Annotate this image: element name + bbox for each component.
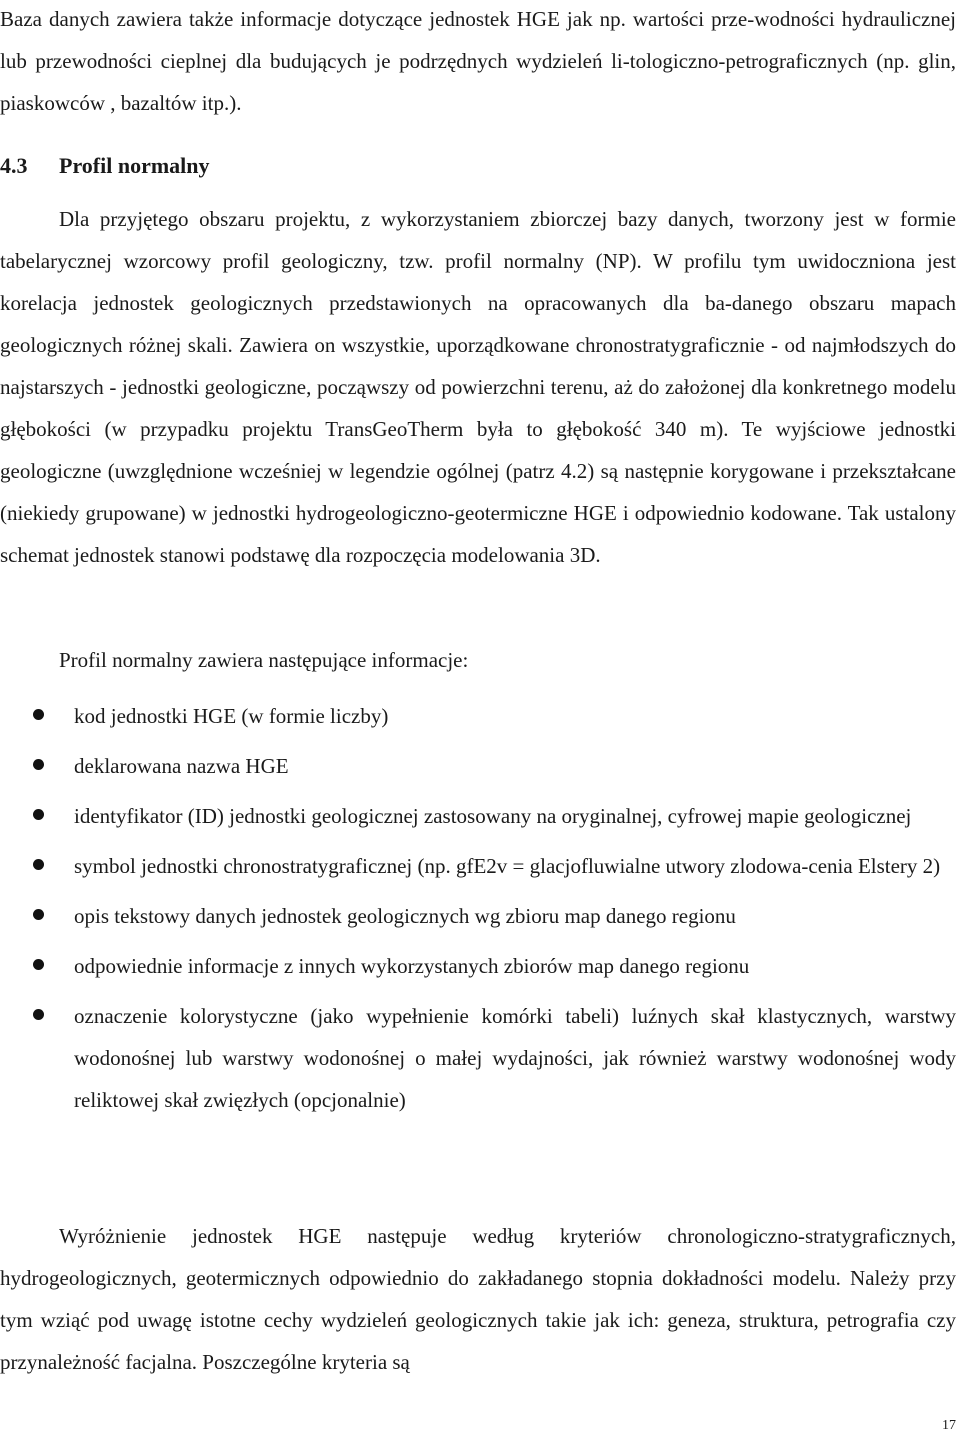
bullet-icon: [33, 709, 44, 720]
information-list: [0, 695, 960, 1129]
section-number: 4.3: [0, 153, 28, 178]
list-item: [0, 945, 956, 987]
bullet-icon: [33, 959, 44, 970]
list-item: [0, 995, 956, 1121]
bullet-icon: [33, 909, 44, 920]
list-item-text: kod jednostki HGE (w formie liczby): [74, 704, 389, 728]
list-item: [0, 745, 956, 787]
paragraph-hge-properties: Baza danych zawiera także informacje dotyczące jednostek HGE jak np. wartości prze-wodności hydraulicznej lub przewodności cieplnej dla budujących je podrzędnych wydzieleń li-tologiczno-petrograficznych (np. glin, piaskowców , bazaltów itp.).: [0, 7, 956, 115]
bullet-icon: [33, 759, 44, 770]
list-item: [0, 795, 956, 837]
bullet-icon: [33, 809, 44, 820]
paragraph-normal-profile: Dla przyjętego obszaru projektu, z wykorzystaniem zbiorczej bazy danych, tworzony jest w formie tabelarycznej wzorcowy profil geologiczny, tzw. profil normalny (NP). W profilu tym uwidoczniona jest korelacja jednostek geologicznych przedstawionych na opracowanych dla ba-danego obszaru mapach geologicznych różnej skali. Zawiera on wszystkie, uporządkowane chronostratygraficznie - od najmłodszych do najstarszych - jednostki geologiczne, począwszy od powierzchni terenu, aż do założonej dla konkretnego modelu głębokości (w przypadku projektu TransGeoTherm była to głębokość 340 m). Te wyjściowe jednostki geologiczne (uwzględnione wcześniej w legendzie ogólnej (patrz 4.2) są następnie korygowane i przekształcane (niekiedy grupowane) w jednostki hydrogeologiczno-geotermiczne HGE i odpowiednio kodowane. Tak ustalony schemat jednostek stanowi podstawę dla rozpoczęcia modelowania 3D.: [0, 207, 956, 567]
list-intro: Profil normalny zawiera następujące informacje:: [59, 648, 469, 672]
list-item: [0, 845, 956, 887]
list-item-text: identyfikator (ID) jednostki geologicznej zastosowany na oryginalnej, cyfrowej mapie geologicznej: [74, 804, 912, 828]
list-item-text: odpowiednie informacje z innych wykorzystanych zbiorów map danego regionu: [74, 954, 750, 978]
bullet-icon: [33, 1009, 44, 1020]
bullet-icon: [33, 859, 44, 870]
page-number: 17: [942, 1418, 956, 1433]
list-item-text: symbol jednostki chronostratygraficznej (np. gfE2v = glacjofluwialne utwory zlodowa-cenia Elstery 2): [74, 854, 941, 878]
list-item-text: opis tekstowy danych jednostek geologicznych wg zbioru map danego regionu: [74, 904, 736, 928]
list-item-text: oznaczenie kolorystyczne (jako wypełnienie komórki tabeli) luźnych skał klastycznych, warstwy wodonośnej lub warstwy wodonośnej o małej wydajności, jak również warstwy wodonośnej wody reliktowej skał zwięzłych (opcjonalnie): [74, 1004, 956, 1112]
list-item-text: deklarowana nazwa HGE: [74, 754, 289, 778]
section-title: Profil normalny: [59, 153, 210, 178]
list-item: [0, 695, 956, 737]
section-heading: [0, 146, 210, 186]
list-item: [0, 895, 956, 937]
paragraph-hge-criteria: Wyróżnienie jednostek HGE następuje według kryteriów chronologiczno-stratygraficznych, hydrogeologicznych, geotermicznych odpowiednio do zakładanego stopnia dokładności modelu. Należy przy tym wziąć pod uwagę istotne cechy wydzieleń geologicznych takie jak ich: geneza, struktura, petrografia czy przynależność facjalna. Poszczególne kryteria są: [0, 1224, 956, 1374]
